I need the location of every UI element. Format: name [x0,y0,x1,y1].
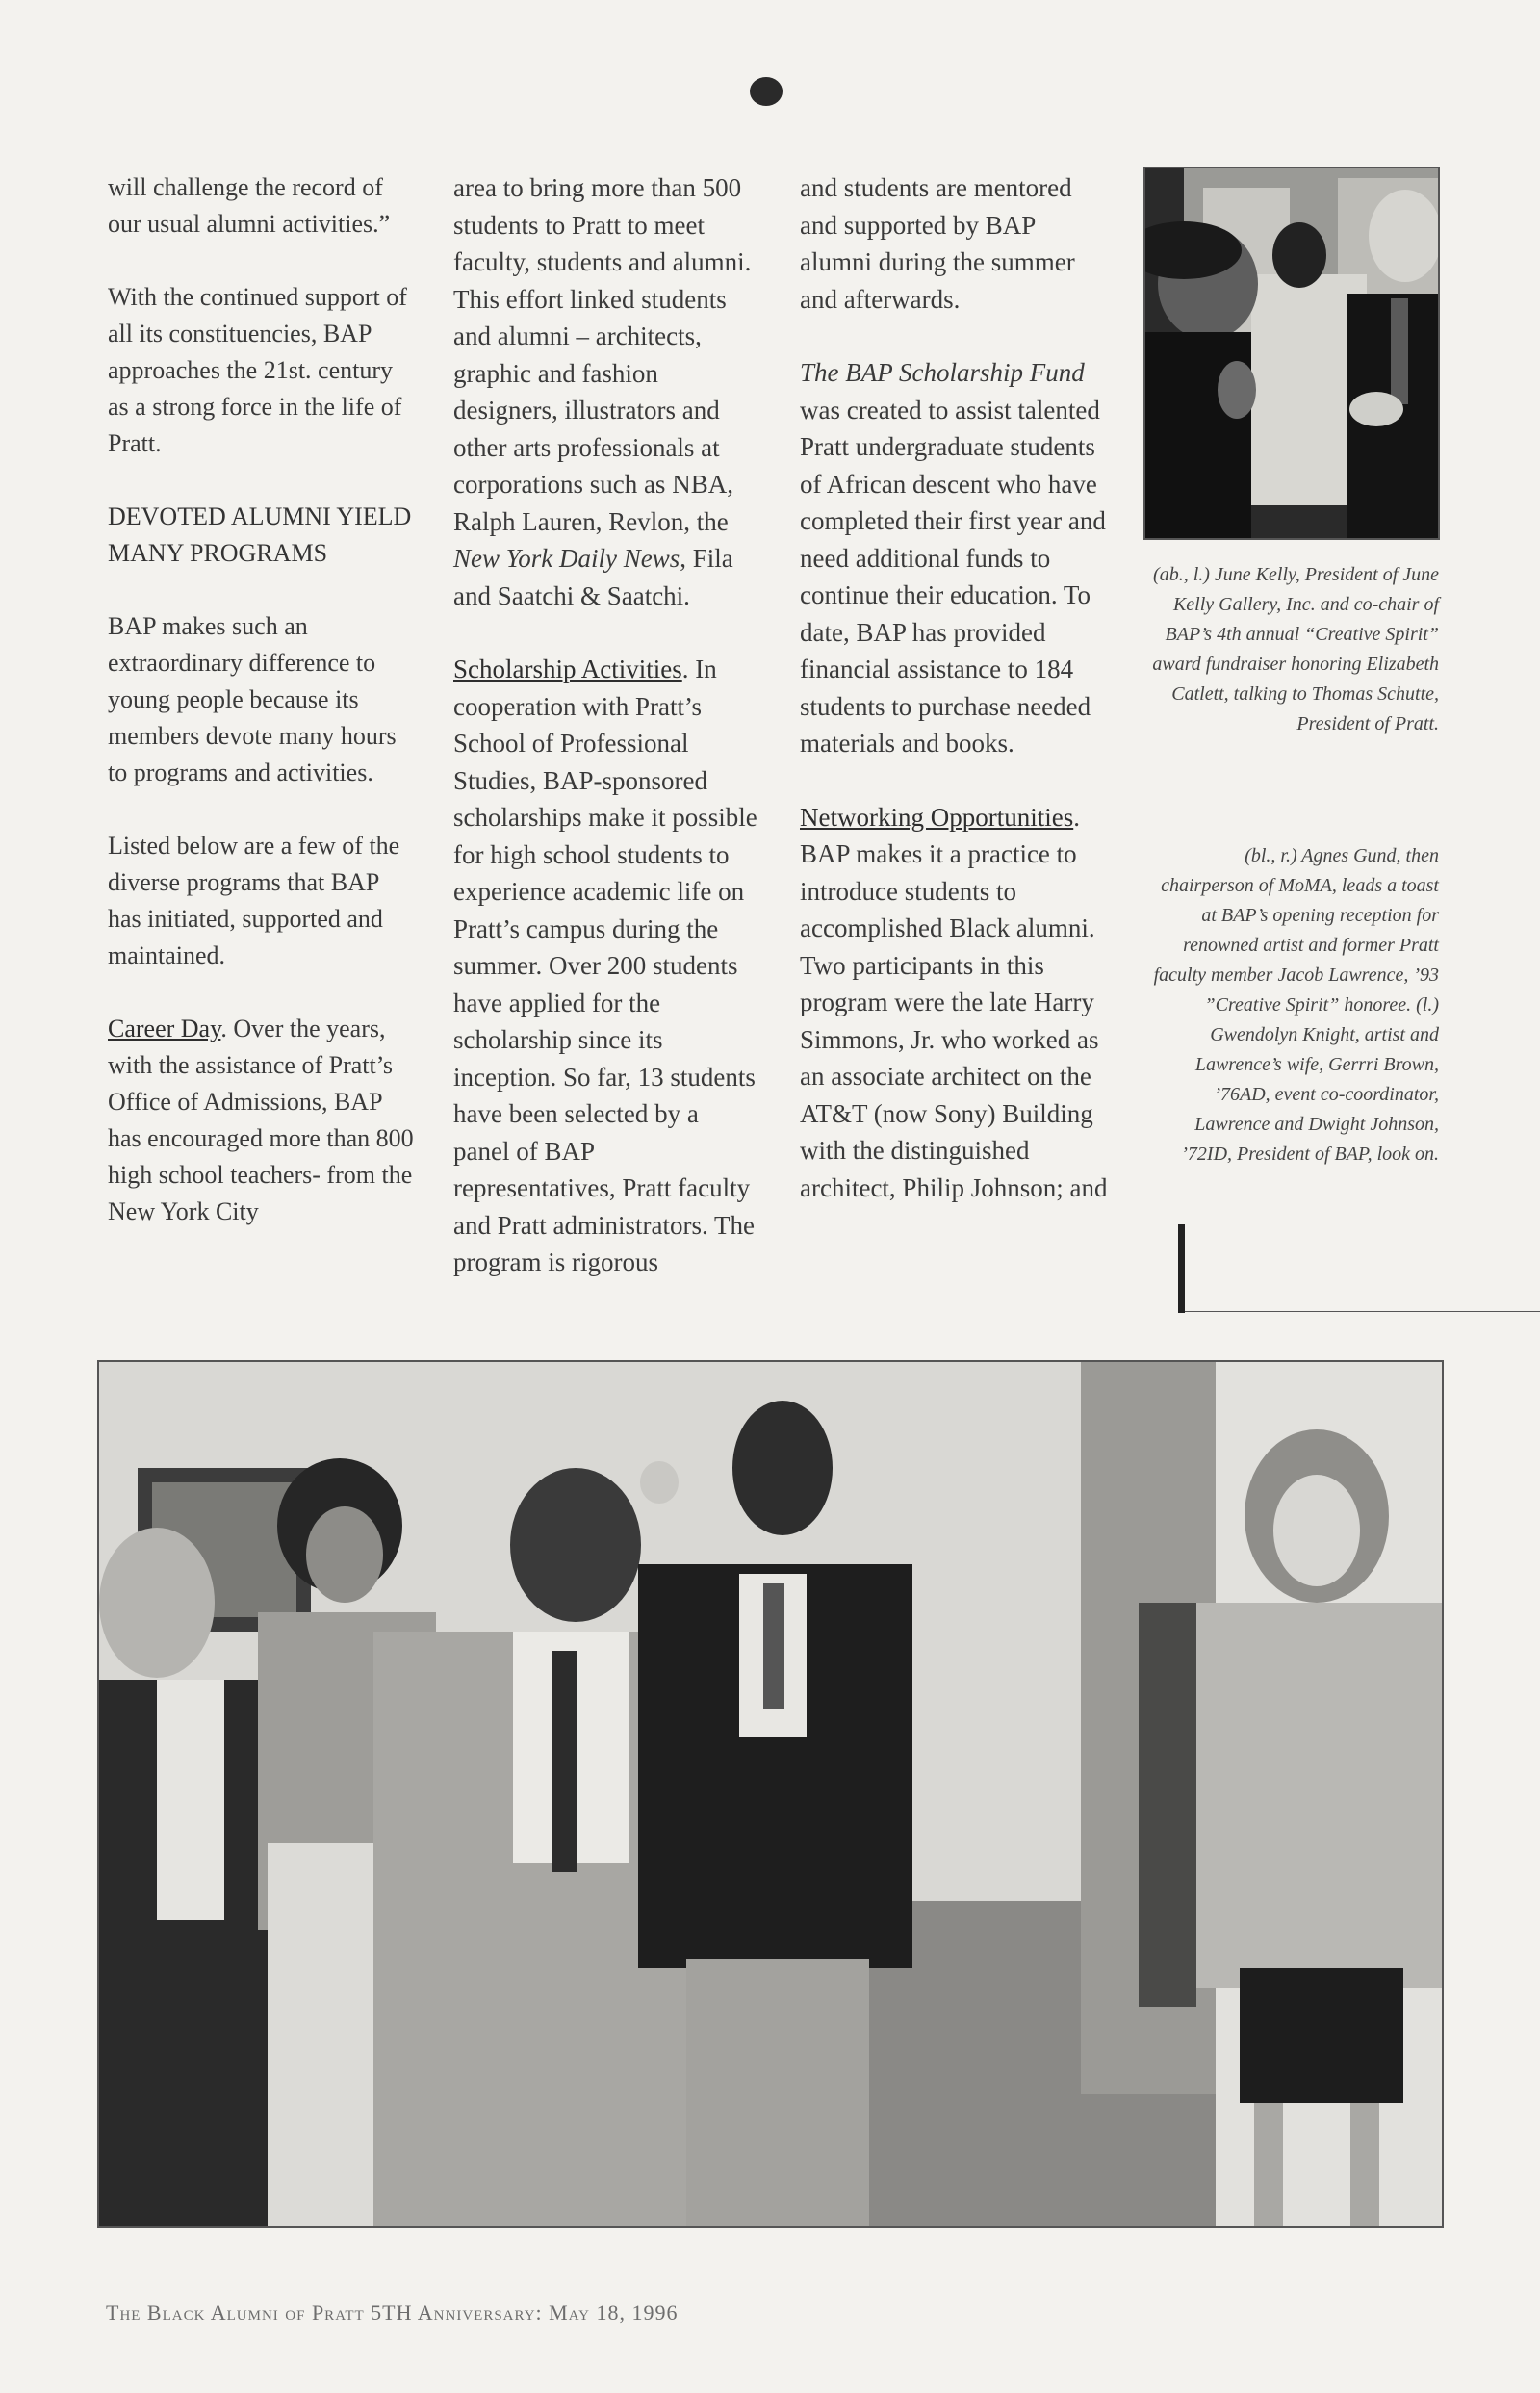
paragraph-text: . In cooperation with Pratt’s School of Professional Studies, BAP-sponsored scholarships make it possible for high school students to experience academic life on Pratt’s campus during the summer. Over 200 students have applied for the scholarship since its inception. So far, 13 students have been selected by a panel of BAP representatives, Pratt faculty and Pratt administrators. The program is rigorous [453,655,757,1276]
run-in-heading: The BAP Scholarship Fund [800,358,1085,387]
run-in-heading: Career Day [108,1015,221,1042]
punch-hole [750,77,783,106]
paragraph [453,169,761,614]
paragraph-scholarship [453,651,761,1281]
paragraph-networking [800,799,1108,1207]
photo-caption-bottom: (bl., r.) Agnes Gund, then chairperson of MoMA, leads a toast at BAP’s opening reception for renowned artist and former Pratt faculty member Jacob Lawrence, ’93 ”Creative Spirit” honoree. (l.) Gwendolyn Knight, artist and Lawrence’s wife, Gerrri Brown, ’76AD, event co-coordinator, Lawrence and Dwight Johnson, ’72ID, President of BAP, look on. [1153,845,1439,1165]
photo-june-kelly-thomas-schutte [1143,167,1440,540]
paragraph: and students are mentored and supported by BAP alumni during the summer and afterwards. [800,173,1075,314]
paragraph-text: was created to assist talented Pratt undergraduate students of African descent who have completed their first year and need additional funds to continue their education. To date, BAP has provided financial assistance to 184 students to purchase needed materials and books. [800,395,1106,758]
paragraph-fund [800,354,1108,762]
paragraph: With the continued support of all its constituencies, BAP approaches the 21st. century as a strong force in the life of Pratt. [108,283,407,457]
paragraph: BAP makes such an extraordinary difference to young people because its members devote many hours to programs and activities. [108,612,397,786]
paragraph-text: . Over the years, with the assistance of Pratt’s Office of Admissions, BAP has encouraged more than 800 high school teachers- from the New York City [108,1015,414,1225]
paragraph-career-day [108,1011,416,1230]
photo-caption-top: (ab., l.) June Kelly, President of June Kelly Gallery, Inc. and co-chair of BAP’s 4th annual “Creative Spirit” award fundraiser honoring Elizabeth Catlett, talking to Thomas Schutte, President of Pratt. [1152,564,1439,734]
text-column-1 [108,169,416,1267]
paragraph: will challenge the record of our usual alumni activities.” [108,173,391,238]
paragraph: Listed below are a few of the diverse programs that BAP has initiated, supported and maintained. [108,832,400,969]
publication-title: New York Daily News [453,544,680,573]
paragraph-text: , Fila and Saatchi & Saatchi. [453,544,733,610]
paragraph-text: . BAP makes it a practice to introduce students to accomplished Black alumni. Two participants in this program were the late Harry Simmons, Jr. who worked as an associate architect on the AT&T (now Sony) Building with the distinguished architect, Philip Johnson; and [800,802,1108,1202]
text-column-2 [453,169,761,1318]
photo-reception-group [97,1360,1444,2228]
caption-rule-vertical [1178,1224,1185,1313]
caption-rule-horizontal [1185,1311,1540,1312]
page-footer: The Black Alumni of Pratt 5TH Anniversary: May 18, 1996 [106,2301,679,2325]
section-heading: DEVOTED ALUMNI YIELD MANY PROGRAMS [108,502,412,567]
run-in-heading: Networking Opportunities [800,802,1074,832]
text-column-3 [800,169,1108,1243]
run-in-heading: Scholarship Activities [453,655,682,683]
paragraph-text: area to bring more than 500 students to Pratt to meet faculty, students and alumni. This effort linked students and alumni – architects, graphic and fashion designers, illustrators and other arts professionals at corporations such as NBA, Ralph Lauren, Revlon, the [453,173,752,536]
